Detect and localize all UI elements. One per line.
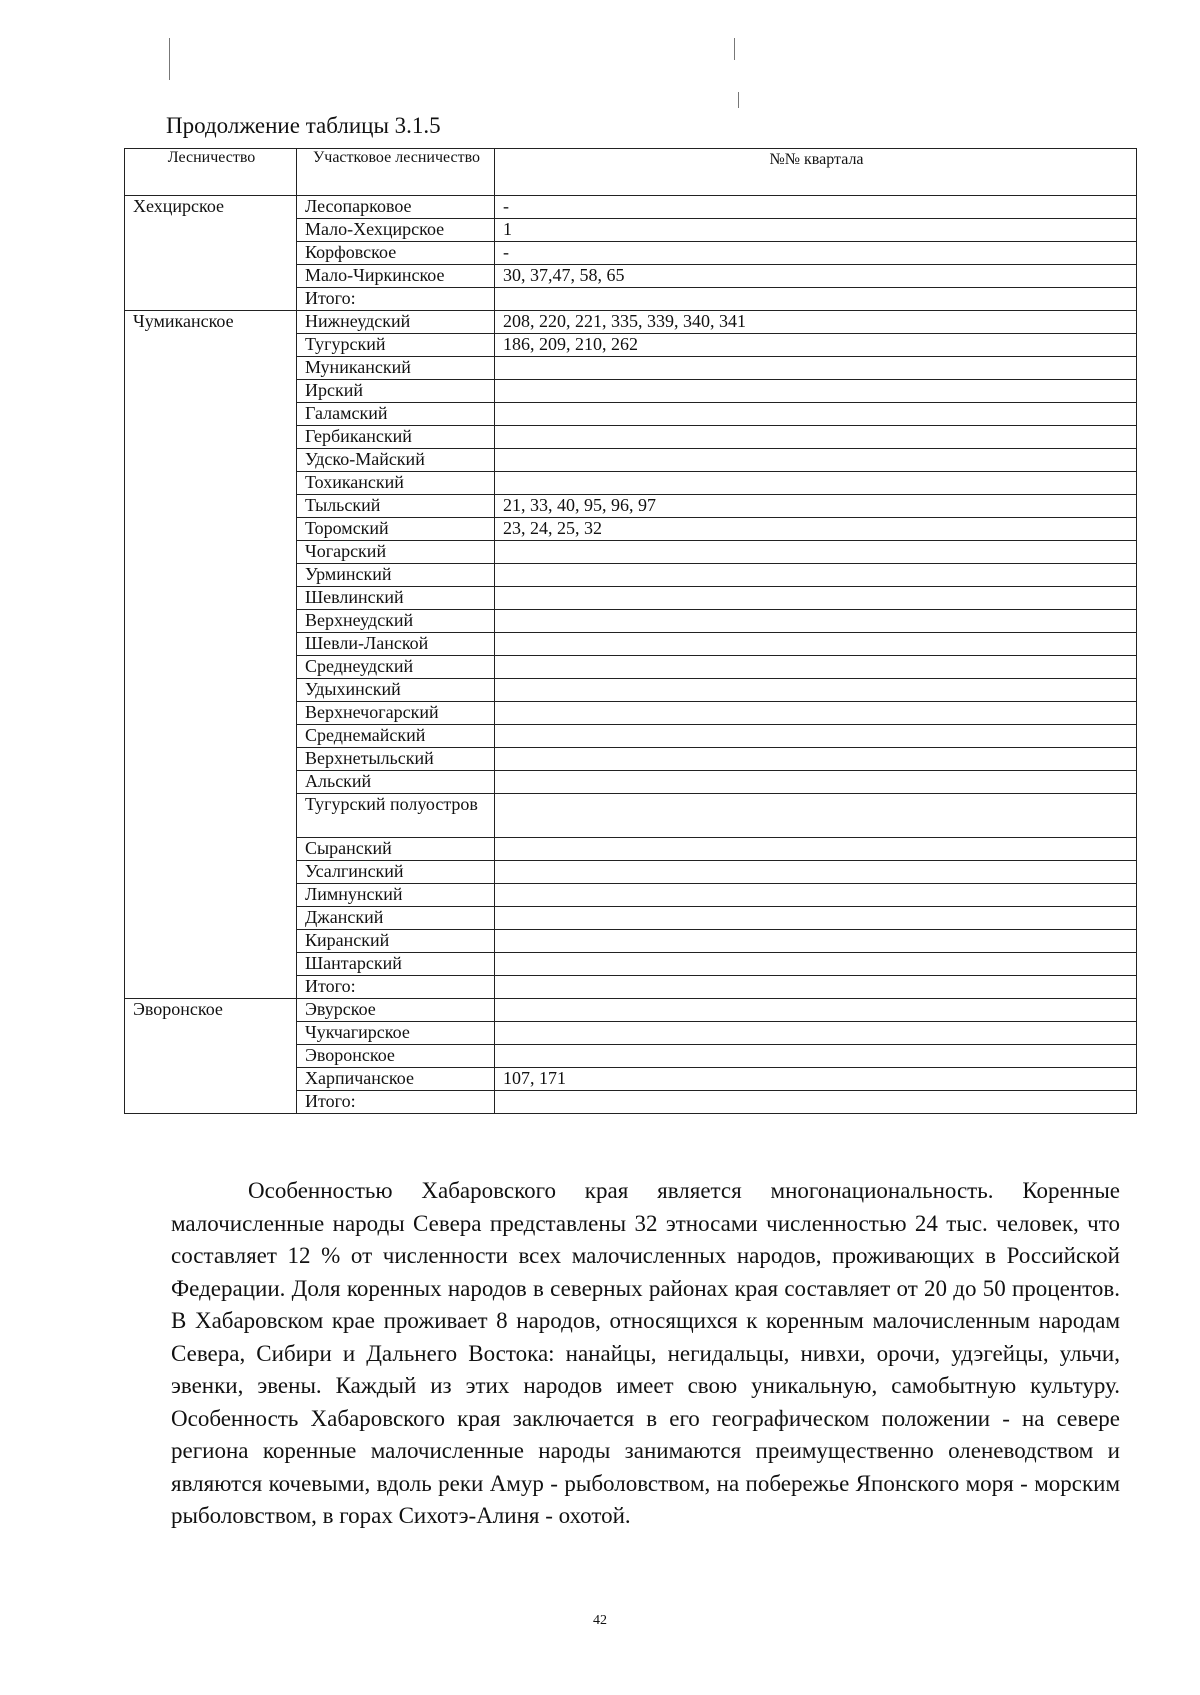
quarters-cell <box>495 633 1137 656</box>
quarters-cell <box>495 656 1137 679</box>
district-cell: Ирский <box>297 380 495 403</box>
quarters-cell <box>495 794 1137 838</box>
district-cell: Сыранский <box>297 838 495 861</box>
quarters-cell <box>495 679 1137 702</box>
table-row <box>125 999 1137 1022</box>
quarters-cell <box>495 907 1137 930</box>
district-cell: Альский <box>297 771 495 794</box>
forestry-cell <box>125 633 297 656</box>
scan-artifact <box>734 38 735 60</box>
quarters-cell <box>495 884 1137 907</box>
forestry-cell <box>125 265 297 288</box>
district-cell: Киранский <box>297 930 495 953</box>
table-row <box>125 1045 1137 1068</box>
forestry-cell <box>125 288 297 311</box>
table-row <box>125 794 1137 838</box>
district-cell: Джанский <box>297 907 495 930</box>
table-row <box>125 884 1137 907</box>
forestry-cell: Эворонское <box>125 999 297 1022</box>
forestry-cell <box>125 1045 297 1068</box>
district-cell: Верхнеудский <box>297 610 495 633</box>
body-paragraph: Особенностью Хабаровского края является многонациональность. Коренные малочисленные народы Севера представлены 32 этносами численностью 24 тыс. человек, что составляет 12 % от численности всех малочисленных народов, проживающих в Российской Федерации. Доля коренных народов в северных районах края составляет от 20 до 50 процентов. В Хабаровском крае проживает 8 народов, относящихся к коренным малочисленным народам Севера, Сибири и Дальнего Востока: нанайцы, негидальцы, нивхи, орочи, удэгейцы, ульчи, эвенки, эвены. Каждый из этих народов имеет свою уникальную, самобытную культуру. Особенность Хабаровского края заключается в его географическом положении - на севере региона коренные малочисленные народы занимаются преимущественно оленеводством и являются кочевыми, вдоль реки Амур - рыболовством, на побережье Японского моря - морским рыболовством, в горах Сихотэ-Алиня - охотой. <box>171 1178 1120 1528</box>
district-cell: Гербиканский <box>297 426 495 449</box>
district-cell: Тугурский полуостров <box>297 794 495 838</box>
table-row <box>125 1068 1137 1091</box>
quarters-cell <box>495 403 1137 426</box>
district-cell: Итого: <box>297 976 495 999</box>
district-cell: Мало-Хехцирское <box>297 219 495 242</box>
forestry-cell <box>125 748 297 771</box>
quarters-cell <box>495 1022 1137 1045</box>
table-row <box>125 610 1137 633</box>
forestry-cell <box>125 472 297 495</box>
quarters-cell: 21, 33, 40, 95, 96, 97 <box>495 495 1137 518</box>
scan-artifact <box>738 92 739 108</box>
forestry-cell <box>125 679 297 702</box>
forestry-cell: Хехцирское <box>125 196 297 219</box>
forestry-cell <box>125 1068 297 1091</box>
table-row <box>125 472 1137 495</box>
quarters-cell <box>495 838 1137 861</box>
district-cell: Лимнунский <box>297 884 495 907</box>
district-cell: Тугурский <box>297 334 495 357</box>
table-row <box>125 587 1137 610</box>
quarters-cell <box>495 564 1137 587</box>
table-row <box>125 725 1137 748</box>
table-row <box>125 564 1137 587</box>
quarters-cell: 107, 171 <box>495 1068 1137 1091</box>
quarters-cell <box>495 587 1137 610</box>
forestry-cell <box>125 656 297 679</box>
quarters-cell <box>495 702 1137 725</box>
table-caption: Продолжение таблицы 3.1.5 <box>166 113 441 138</box>
district-cell: Корфовское <box>297 242 495 265</box>
district-cell: Шевли-Ланской <box>297 633 495 656</box>
quarters-cell: 23, 24, 25, 32 <box>495 518 1137 541</box>
table-row <box>125 748 1137 771</box>
district-cell: Муниканский <box>297 357 495 380</box>
forestry-cell: Чумиканское <box>125 311 297 334</box>
district-cell: Торомский <box>297 518 495 541</box>
table-row <box>125 265 1137 288</box>
forestry-cell <box>125 702 297 725</box>
district-cell: Чогарский <box>297 541 495 564</box>
quarters-cell <box>495 999 1137 1022</box>
table-row <box>125 196 1137 219</box>
table-row <box>125 426 1137 449</box>
district-cell: Тыльский <box>297 495 495 518</box>
quarters-cell <box>495 976 1137 999</box>
forestry-cell <box>125 541 297 564</box>
quarters-cell <box>495 725 1137 748</box>
quarters-cell <box>495 380 1137 403</box>
table-row <box>125 861 1137 884</box>
district-cell: Шантарский <box>297 953 495 976</box>
forestry-cell <box>125 976 297 999</box>
quarters-cell: 30, 37,47, 58, 65 <box>495 265 1137 288</box>
district-cell: Урминский <box>297 564 495 587</box>
forestry-cell <box>125 610 297 633</box>
quarters-cell <box>495 288 1137 311</box>
forestry-cell <box>125 1022 297 1045</box>
quarters-cell <box>495 930 1137 953</box>
table-row <box>125 242 1137 265</box>
header-quarters: №№ квартала <box>495 149 1137 196</box>
forestry-cell <box>125 794 297 838</box>
table-row <box>125 403 1137 426</box>
table-row <box>125 702 1137 725</box>
table-body <box>125 196 1137 1114</box>
table-row <box>125 518 1137 541</box>
quarters-cell: 186, 209, 210, 262 <box>495 334 1137 357</box>
forestry-cell <box>125 861 297 884</box>
forestry-cell <box>125 564 297 587</box>
district-cell: Среднеудский <box>297 656 495 679</box>
district-cell: Итого: <box>297 288 495 311</box>
forestry-cell <box>125 930 297 953</box>
quarters-cell: 208, 220, 221, 335, 339, 340, 341 <box>495 311 1137 334</box>
quarters-cell <box>495 541 1137 564</box>
quarters-cell <box>495 861 1137 884</box>
district-cell: Верхнетыльский <box>297 748 495 771</box>
forestry-cell <box>125 518 297 541</box>
quarters-cell <box>495 426 1137 449</box>
quarters-cell <box>495 771 1137 794</box>
forestry-cell <box>125 587 297 610</box>
forestry-cell <box>125 953 297 976</box>
district-cell: Усалгинский <box>297 861 495 884</box>
table-row <box>125 930 1137 953</box>
table-row <box>125 380 1137 403</box>
district-cell: Удско-Майский <box>297 449 495 472</box>
district-cell: Мало-Чиркинское <box>297 265 495 288</box>
table-row <box>125 288 1137 311</box>
table-row <box>125 838 1137 861</box>
forestry-table <box>124 148 1137 1114</box>
forestry-cell <box>125 403 297 426</box>
forestry-cell <box>125 426 297 449</box>
forestry-cell <box>125 449 297 472</box>
district-cell: Эвурское <box>297 999 495 1022</box>
table-row <box>125 679 1137 702</box>
forestry-cell <box>125 357 297 380</box>
quarters-cell <box>495 610 1137 633</box>
table-row <box>125 495 1137 518</box>
table-header-row <box>125 149 1137 196</box>
table-row <box>125 1022 1137 1045</box>
forestry-cell <box>125 838 297 861</box>
forestry-cell <box>125 884 297 907</box>
district-cell: Верхнечогарский <box>297 702 495 725</box>
district-cell: Итого: <box>297 1091 495 1114</box>
forestry-cell <box>125 725 297 748</box>
table-row <box>125 449 1137 472</box>
district-cell: Тохиканский <box>297 472 495 495</box>
table-row <box>125 953 1137 976</box>
district-cell: Харпичанское <box>297 1068 495 1091</box>
district-cell: Нижнеудский <box>297 311 495 334</box>
forestry-cell <box>125 380 297 403</box>
page-number: 42 <box>593 1613 607 1628</box>
table-row <box>125 334 1137 357</box>
forestry-cell <box>125 495 297 518</box>
district-cell: Лесопарковое <box>297 196 495 219</box>
forestry-cell <box>125 771 297 794</box>
quarters-cell: 1 <box>495 219 1137 242</box>
header-district: Участковое лесничество <box>297 149 495 196</box>
forestry-cell <box>125 334 297 357</box>
forestry-cell <box>125 907 297 930</box>
scan-artifact <box>169 38 170 80</box>
forestry-cell <box>125 219 297 242</box>
district-cell: Чукчагирское <box>297 1022 495 1045</box>
table-row <box>125 976 1137 999</box>
quarters-cell <box>495 449 1137 472</box>
district-cell: Галамский <box>297 403 495 426</box>
table-row <box>125 633 1137 656</box>
table-row <box>125 1091 1137 1114</box>
table-row <box>125 907 1137 930</box>
quarters-cell <box>495 953 1137 976</box>
district-cell: Шевлинский <box>297 587 495 610</box>
district-cell: Удыхинский <box>297 679 495 702</box>
quarters-cell <box>495 472 1137 495</box>
table-row <box>125 219 1137 242</box>
quarters-cell <box>495 1091 1137 1114</box>
quarters-cell <box>495 1045 1137 1068</box>
table-row <box>125 357 1137 380</box>
header-forestry: Лесничество <box>125 149 297 196</box>
quarters-cell: - <box>495 242 1137 265</box>
quarters-cell <box>495 748 1137 771</box>
quarters-cell: - <box>495 196 1137 219</box>
table-row <box>125 311 1137 334</box>
district-cell: Среднемайский <box>297 725 495 748</box>
district-cell: Эворонское <box>297 1045 495 1068</box>
quarters-cell <box>495 357 1137 380</box>
table-row <box>125 541 1137 564</box>
forestry-cell <box>125 242 297 265</box>
table-row <box>125 656 1137 679</box>
forestry-cell <box>125 1091 297 1114</box>
table-row <box>125 771 1137 794</box>
